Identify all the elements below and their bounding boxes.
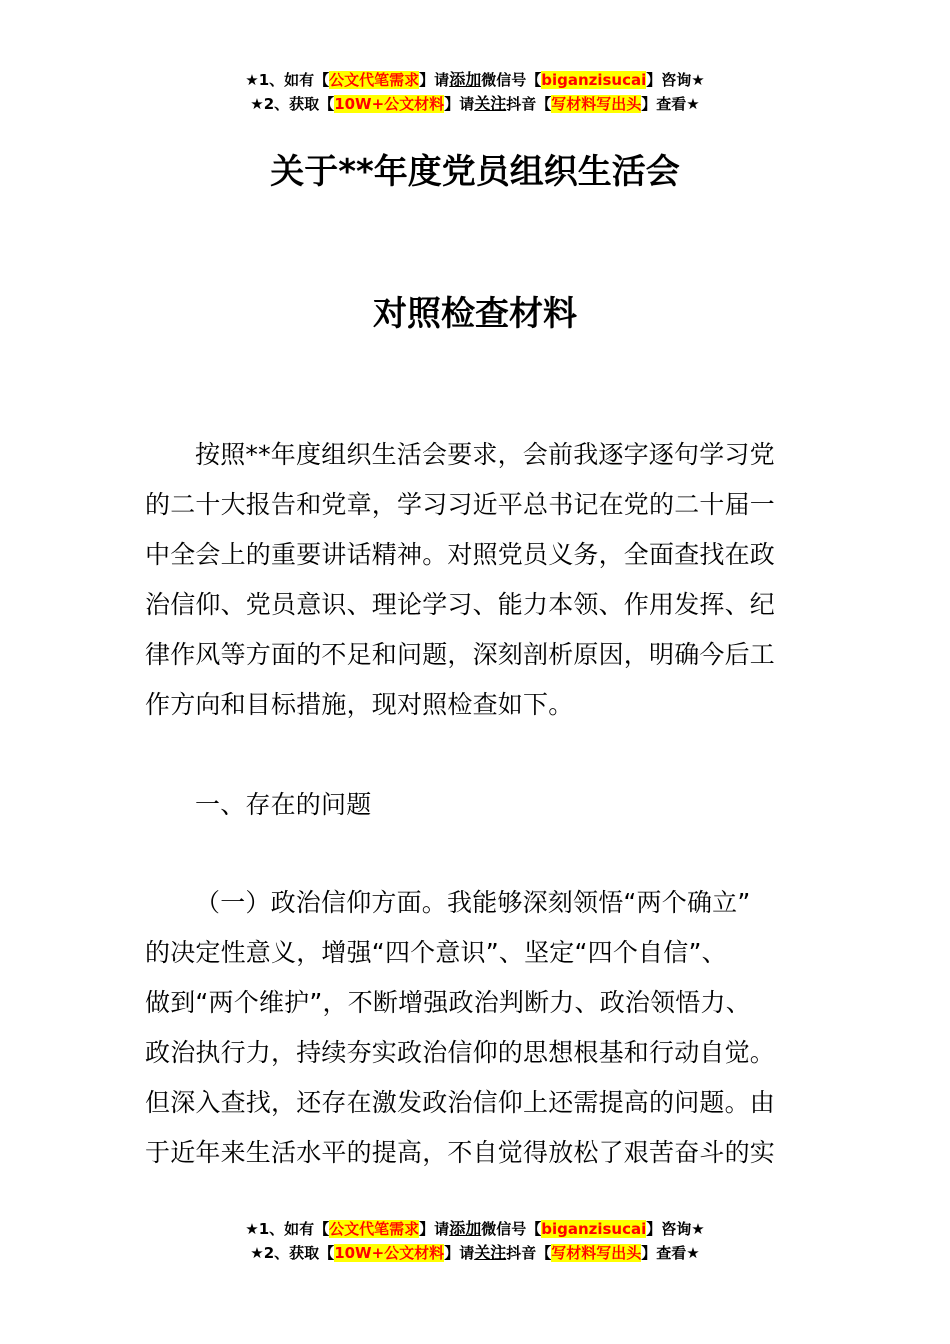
banner-text: ★2、获取【 <box>250 1244 335 1262</box>
banner-underlined: 关注 <box>474 1243 507 1262</box>
paragraph-line: 于近年来生活水平的提高，不自觉得放松了艰苦奋斗的实 <box>145 1138 776 1167</box>
banner-highlight: 写材料写出头 <box>551 1244 642 1262</box>
paragraph-line: 但深入查找，还存在激发政治信仰上还需提高的问题。由 <box>145 1088 776 1117</box>
banner-line-1 <box>0 1217 950 1241</box>
banner-text: 】请 <box>419 1220 450 1238</box>
banner-text: 】请 <box>419 71 450 89</box>
document-title-line-2: 对照检查材料 <box>373 294 577 334</box>
paragraph-line: 治信仰、党员意识、理论学习、能力本领、作用发挥、纪 <box>145 590 776 619</box>
banner-highlight: 公文代笔需求 <box>329 71 420 89</box>
banner-highlight: 10W+公文材料 <box>334 95 445 113</box>
banner-text: ★1、如有【 <box>245 71 330 89</box>
paragraph-line: 中全会上的重要讲话精神。对照党员义务，全面查找在政 <box>145 540 776 569</box>
section-heading-text: 一、存在的问题 <box>195 790 372 819</box>
banner-underlined: 关注 <box>474 94 507 113</box>
banner-text: 】咨询★ <box>646 1220 705 1238</box>
banner-line-2 <box>0 92 950 116</box>
banner-text: 】请 <box>444 95 475 113</box>
banner-text: 抖音【 <box>506 1244 552 1262</box>
banner-text: 微信号【 <box>481 1220 542 1238</box>
banner-text: 】查看★ <box>641 95 700 113</box>
banner-highlight: 公文代笔需求 <box>329 1220 420 1238</box>
banner-text: 】咨询★ <box>646 71 705 89</box>
footer-banner <box>0 1217 950 1265</box>
banner-line-2 <box>0 1241 950 1265</box>
paragraph-line: 按照**年度组织生活会要求，会前我逐字逐句学习党 <box>195 440 775 469</box>
banner-text: ★2、获取【 <box>250 95 335 113</box>
banner-text: 】请 <box>444 1244 475 1262</box>
banner-underlined: 添加 <box>449 1219 482 1238</box>
banner-text: 抖音【 <box>506 95 552 113</box>
banner-highlight: biganzisucai <box>541 71 647 89</box>
banner-highlight: biganzisucai <box>541 1220 647 1238</box>
paragraph-line: 政治执行力，持续夯实政治信仰的思想根基和行动自觉。 <box>145 1038 776 1067</box>
section-heading <box>145 780 810 830</box>
paragraph-line: 的二十大报告和党章，学习习近平总书记在党的二十届一 <box>145 490 776 519</box>
paragraph-line: （一）政治信仰方面。我能够深刻领悟“两个确立” <box>195 888 751 917</box>
paragraph-line: 律作风等方面的不足和问题，深刻剖析原因，明确今后工 <box>145 640 776 669</box>
intro-paragraph <box>145 430 810 730</box>
banner-highlight: 10W+公文材料 <box>334 1244 445 1262</box>
paragraph-line: 的决定性意义，增强“四个意识”、坚定“四个自信”、 <box>145 938 727 967</box>
banner-text: ★1、如有【 <box>245 1220 330 1238</box>
political-belief-paragraph <box>145 878 810 1178</box>
banner-underlined: 添加 <box>449 70 482 89</box>
banner-text: 微信号【 <box>481 71 542 89</box>
header-banner <box>0 68 950 116</box>
banner-highlight: 写材料写出头 <box>551 95 642 113</box>
paragraph-line: 做到“两个维护”，不断增强政治判断力、政治领悟力、 <box>145 988 751 1017</box>
paragraph-line: 作方向和目标措施，现对照检查如下。 <box>145 690 574 719</box>
banner-line-1 <box>0 68 950 92</box>
banner-text: 】查看★ <box>641 1244 700 1262</box>
document-title-line-1: 关于**年度党员组织生活会 <box>270 152 680 192</box>
